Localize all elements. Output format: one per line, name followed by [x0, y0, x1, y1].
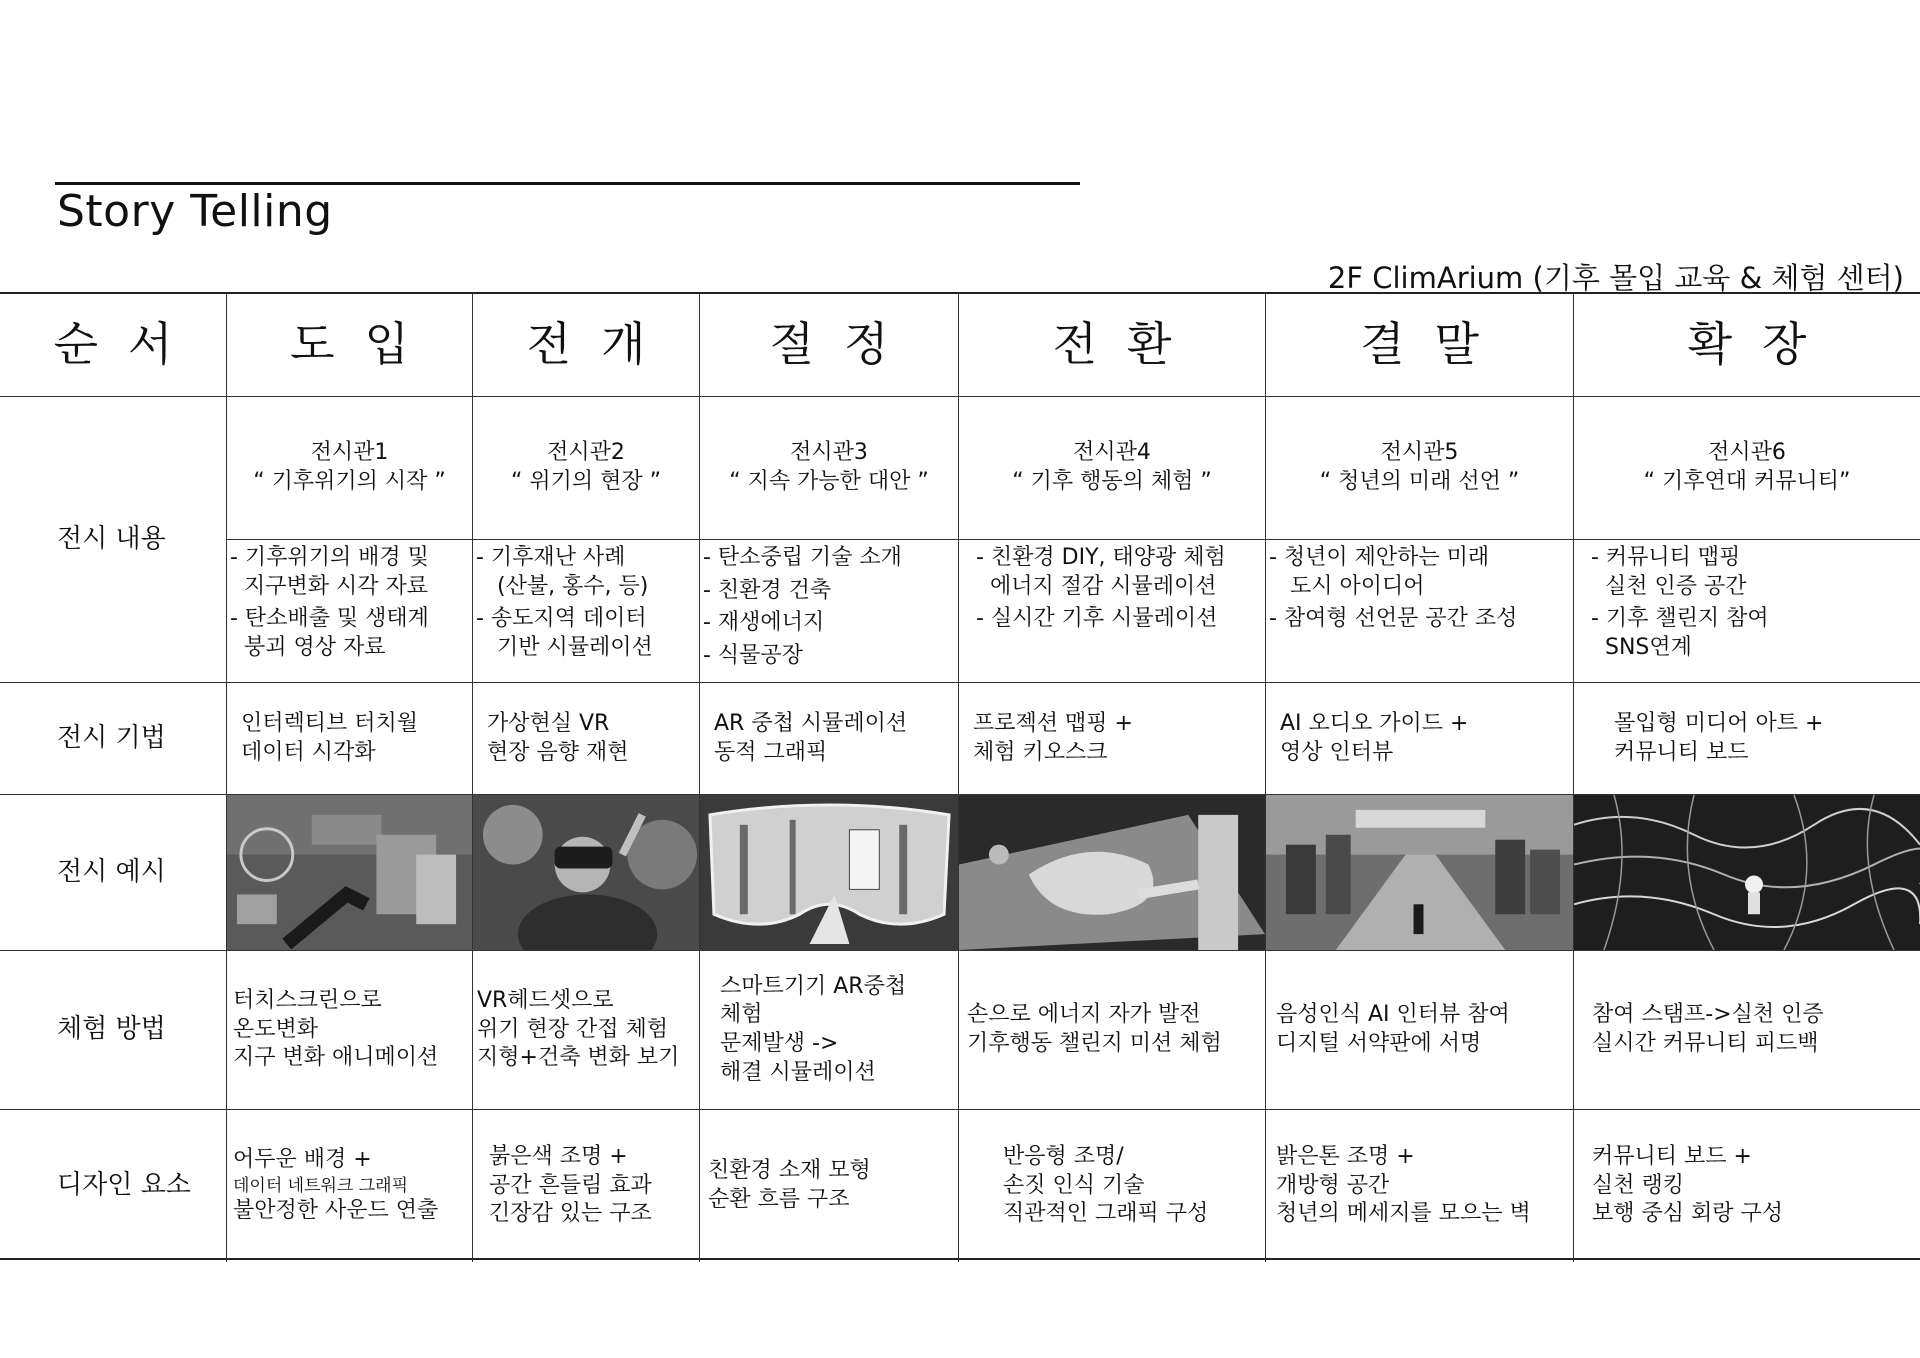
technique-cell [1266, 683, 1574, 795]
detail-cell [1266, 540, 1574, 683]
technique-line: 체험 키오스크 [973, 739, 1108, 765]
design-line: 직관적인 그래픽 구성 [1003, 1201, 1209, 1227]
method-line: 문제발생 -> [720, 1031, 839, 1056]
detail-item: - 기후 챌린지 참여 SNS연계 [1590, 606, 1769, 660]
design-line: 붉은색 조명 + [489, 1144, 628, 1170]
technique-line: 가상현실 VR [487, 710, 610, 736]
method-line: 음성인식 AI 인터뷰 참여 [1276, 1002, 1510, 1028]
design-line: 데이터 네트워크 그래픽 [233, 1175, 409, 1196]
design-cell [1574, 1110, 1920, 1262]
design-line: 공간 흔들림 효과 [489, 1172, 652, 1198]
design-line: 친환경 소재 모형 [708, 1158, 871, 1184]
technique-cell [473, 683, 700, 795]
design-line: 긴장감 있는 구조 [489, 1201, 652, 1227]
header-stage: 전환 [959, 294, 1266, 397]
hall-cell [700, 397, 959, 540]
detail-item: - 송도지역 데이터 기반 시뮬레이션 [476, 606, 653, 660]
detail-item: - 실시간 기후 시뮬레이션 [962, 606, 1218, 632]
hall-name: 전시관5 [1380, 440, 1459, 466]
design-cell [959, 1110, 1266, 1262]
example-cell [1574, 795, 1920, 951]
example-cell [700, 795, 959, 951]
technique-line: 프로젝션 맵핑 + [973, 710, 1133, 736]
hall-name: 전시관3 [790, 440, 868, 466]
row-label-design: 디자인 요소 [0, 1110, 227, 1262]
detail-item: - 재생에너지 [703, 610, 825, 636]
detail-cell [227, 540, 473, 683]
hall-theme: “ 기후위기의 시작 ” [253, 469, 446, 494]
technique-line: 데이터 시각화 [241, 739, 376, 765]
method-line: 디지털 서약판에 서명 [1276, 1031, 1482, 1056]
hall-name: 전시관1 [310, 440, 389, 466]
technique-line: 현장 음향 재현 [487, 739, 629, 765]
title-rule [55, 182, 1080, 185]
example-cell [959, 795, 1266, 951]
design-cell [227, 1110, 473, 1262]
technique-line: 영상 인터뷰 [1280, 739, 1394, 765]
technique-line: 동적 그래픽 [714, 739, 828, 765]
detail-item: - 참여형 선언문 공간 조성 [1269, 606, 1518, 632]
design-line: 어두운 배경 + [233, 1147, 372, 1173]
technique-line: 커뮤니티 보드 [1614, 739, 1749, 765]
method-line: VR헤드셋으로 [477, 988, 614, 1014]
row-label-technique: 전시 기법 [0, 683, 227, 795]
method-line: 지형+건축 변화 보기 [477, 1045, 680, 1071]
design-line: 손짓 인식 기술 [1003, 1172, 1145, 1198]
detail-item: - 식물공장 [703, 642, 803, 668]
design-line: 실천 랭킹 [1592, 1172, 1685, 1198]
design-line: 청년의 메세지를 모으는 벽 [1276, 1201, 1531, 1227]
example-cell [227, 795, 473, 951]
method-cell [473, 951, 700, 1110]
hall-cell [1574, 397, 1920, 540]
detail-item: - 탄소배출 및 생태계 붕괴 영상 자료 [230, 606, 429, 660]
future-city-ai-photo [1266, 795, 1573, 950]
hall-name: 전시관6 [1708, 440, 1786, 466]
design-cell [473, 1110, 700, 1262]
design-cell [1266, 1110, 1574, 1262]
header-stage: 결말 [1266, 294, 1574, 397]
header-stage: 절정 [700, 294, 959, 397]
detail-item: - 커뮤니티 맵핑 실천 인증 공간 [1590, 545, 1747, 599]
design-line: 보행 중심 회랑 구성 [1592, 1201, 1783, 1227]
detail-cell [959, 540, 1266, 683]
detail-item: - 청년이 제안하는 미래 도시 아이디어 [1269, 545, 1490, 599]
method-line: 참여 스탬프->실천 인증 [1592, 1002, 1824, 1028]
method-line: 위기 현장 간접 체험 [477, 1016, 668, 1042]
method-line: 스마트기기 AR중첩 [720, 973, 907, 999]
hall-cell [227, 397, 473, 540]
hall-theme: “ 기후 행동의 체험 ” [1012, 469, 1212, 494]
method-line: 손으로 에너지 자가 발전 [967, 1002, 1201, 1028]
storytelling-table [0, 292, 1920, 1260]
vr-headset-user-photo [473, 795, 699, 950]
ar-goggle-forest-photo [700, 795, 958, 950]
detail-cell [700, 540, 959, 683]
detail-item: - 친환경 건축 [703, 577, 832, 603]
method-line: 해결 시뮬레이션 [720, 1059, 876, 1085]
row-label-content: 전시 내용 [0, 397, 227, 683]
detail-cell [473, 540, 700, 683]
technique-line: 인터렉티브 터치월 [241, 710, 419, 736]
method-cell [700, 951, 959, 1110]
header-order-label: 순서 [0, 294, 227, 397]
technique-line: AR 중첩 시뮬레이션 [714, 710, 908, 736]
hall-name: 전시관4 [1073, 440, 1151, 466]
design-cell [700, 1110, 959, 1262]
technique-line: AI 오디오 가이드 + [1280, 710, 1469, 736]
row-label-example: 전시 예시 [0, 795, 227, 951]
technique-cell [959, 683, 1266, 795]
example-cell [473, 795, 700, 951]
example-cell [1266, 795, 1574, 951]
page-title: Story Telling [57, 186, 333, 237]
method-cell [959, 951, 1266, 1110]
method-line: 지구 변화 애니메이션 [233, 1045, 439, 1071]
design-line: 반응형 조명/ [1003, 1144, 1124, 1170]
header-stage: 도입 [227, 294, 473, 397]
hall-theme: “ 지속 가능한 대안 ” [729, 469, 929, 494]
detail-item: - 탄소중립 기술 소개 [703, 545, 902, 570]
design-line: 밝은톤 조명 + [1276, 1144, 1415, 1170]
design-line: 개방형 공간 [1276, 1172, 1390, 1198]
page-subtitle: 2F ClimArium (기후 몰입 교육 & 체험 센터) [1327, 261, 1904, 295]
method-line: 체험 [720, 1002, 763, 1028]
header-stage: 확장 [1574, 294, 1920, 397]
hall-cell [473, 397, 700, 540]
detail-item: - 기후위기의 배경 및 지구변화 시각 자료 [230, 545, 429, 599]
row-label-method: 체험 방법 [0, 951, 227, 1110]
method-cell [1574, 951, 1920, 1110]
design-line: 순환 흐름 구조 [708, 1187, 850, 1212]
detail-cell [1574, 540, 1920, 683]
method-line: 터치스크린으로 [233, 988, 382, 1014]
method-line: 기후행동 챌린지 미션 체험 [967, 1031, 1222, 1056]
immersive-media-floor-photo [1574, 795, 1920, 950]
header-stage: 전개 [473, 294, 700, 397]
hall-name: 전시관2 [547, 440, 625, 466]
touch-table-map-photo [959, 795, 1265, 950]
hall-theme: “ 기후연대 커뮤니티” [1643, 469, 1851, 494]
detail-item: - 기후재난 사례 (산불, 홍수, 등) [476, 545, 649, 599]
technique-cell [227, 683, 473, 795]
method-line: 온도변화 [233, 1016, 319, 1042]
hall-cell [1266, 397, 1574, 540]
method-cell [227, 951, 473, 1110]
interactive-touch-wall-photo [227, 795, 472, 950]
detail-item: - 친환경 DIY, 태양광 체험 에너지 절감 시뮬레이션 [975, 545, 1226, 599]
design-line: 커뮤니티 보드 + [1592, 1144, 1752, 1170]
technique-line: 몰입형 미디어 아트 + [1614, 710, 1824, 736]
design-line: 불안정한 사운드 연출 [233, 1198, 439, 1224]
hall-theme: “ 청년의 미래 선언 ” [1319, 469, 1520, 494]
technique-cell [1574, 683, 1920, 795]
method-line: 실시간 커뮤니티 피드백 [1592, 1031, 1819, 1056]
hall-theme: “ 위기의 현장 ” [510, 469, 662, 494]
technique-cell [700, 683, 959, 795]
method-cell [1266, 951, 1574, 1110]
hall-cell [959, 397, 1266, 540]
